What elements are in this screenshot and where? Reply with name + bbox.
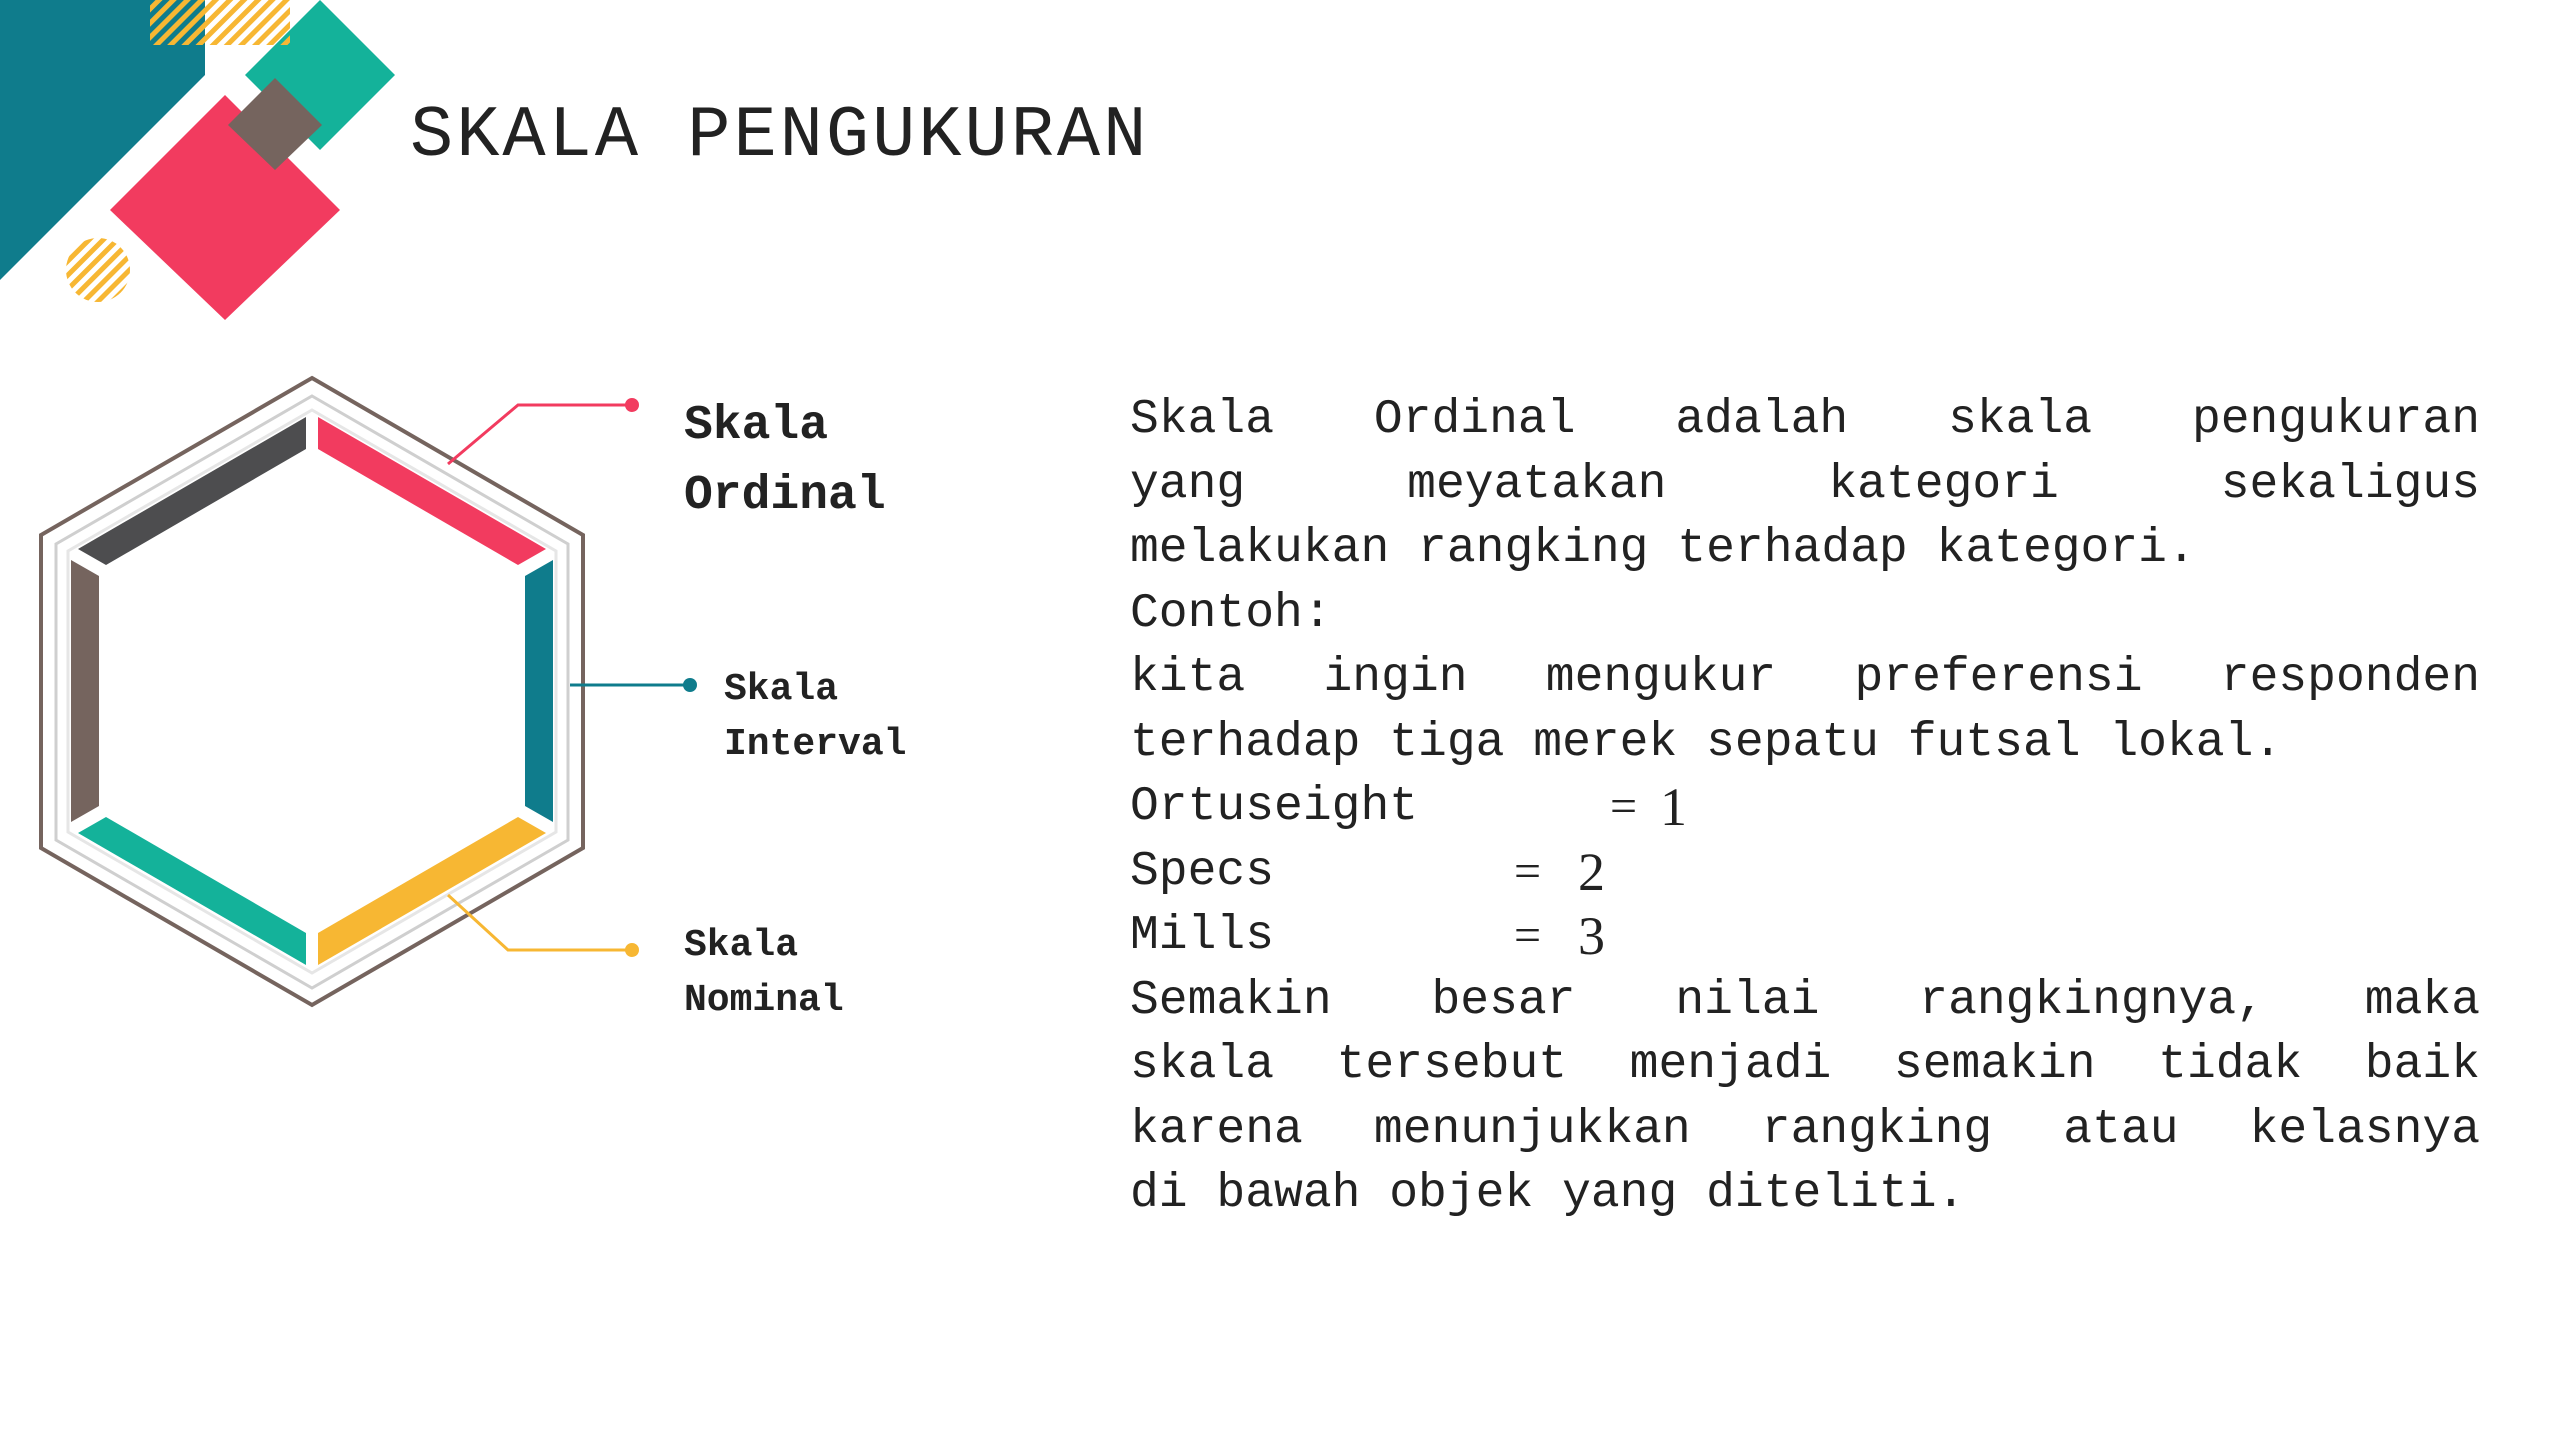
ranking-equals: = <box>1514 909 1542 962</box>
pink-segment <box>318 417 546 565</box>
ranking-value: 1 <box>1660 777 1687 837</box>
para1-line2: yang meyatakan kategori sekaligus <box>1130 457 2480 512</box>
label-skala-interval <box>724 662 906 772</box>
label-nominal-line2: Nominal <box>684 979 844 1023</box>
nominal-leader-dot <box>625 943 639 957</box>
example-label: Contoh: <box>1130 586 1332 641</box>
label-skala-nominal <box>684 918 844 1028</box>
nominal-leader-line <box>448 895 632 950</box>
striped-stripe-shape <box>150 0 290 45</box>
dark-segment <box>78 417 306 565</box>
ordinal-leader-line <box>448 405 632 464</box>
ranking-equals: = <box>1514 844 1542 898</box>
ranking-value: 2 <box>1578 841 1605 902</box>
ranking-name: Mills <box>1130 909 1275 963</box>
para3-line4: di bawah objek yang diteliti. <box>1130 1167 1966 1221</box>
para1-line1: Skala Ordinal adalah skala pengukuran <box>1130 393 2480 447</box>
label-ordinal-line1: Skala <box>684 399 829 453</box>
corner-decoration <box>0 0 420 340</box>
striped-circle-shape <box>66 238 130 302</box>
ranking-name: Ortuseight <box>1130 780 1419 834</box>
ranking-row <box>1130 840 2480 905</box>
description-text <box>1130 388 2480 1227</box>
para2-line2: terhadap tiga merek sepatu futsal lokal. <box>1130 715 2283 770</box>
label-interval-line2: Interval <box>724 723 907 767</box>
label-nominal-line1: Skala <box>684 924 799 967</box>
para3-line3: karena menunjukkan rangking atau kelasnya <box>1130 1102 2480 1157</box>
brown-segment <box>71 560 99 822</box>
para3-line1: Semakin besar nilai rangkingnya, maka <box>1130 973 2480 1028</box>
ranking-name: Specs <box>1130 844 1275 899</box>
interval-leader-dot <box>683 678 697 692</box>
para2-line1: kita ingin mengukur preferensi responden <box>1130 651 2480 705</box>
label-skala-ordinal <box>684 392 886 531</box>
ranking-value: 3 <box>1578 906 1605 966</box>
hexagon-diagram <box>30 360 710 1040</box>
para3-line2: skala tersebut menjadi semakin tidak baik <box>1130 1038 2480 1092</box>
teal-segment <box>525 560 553 822</box>
ranking-row <box>1130 775 2480 840</box>
label-interval-line1: Skala <box>724 668 839 711</box>
ranking-row <box>1130 904 2480 969</box>
hexagon-outer-border <box>41 378 583 1005</box>
ordinal-leader-dot <box>625 398 639 412</box>
ranking-equals: = <box>1610 780 1638 833</box>
para1-line3: melakukan rangking terhadap kategori. <box>1130 522 2196 576</box>
label-ordinal-line2: Ordinal <box>684 468 886 523</box>
page-title: SKALA PENGUKURAN <box>410 95 1150 177</box>
